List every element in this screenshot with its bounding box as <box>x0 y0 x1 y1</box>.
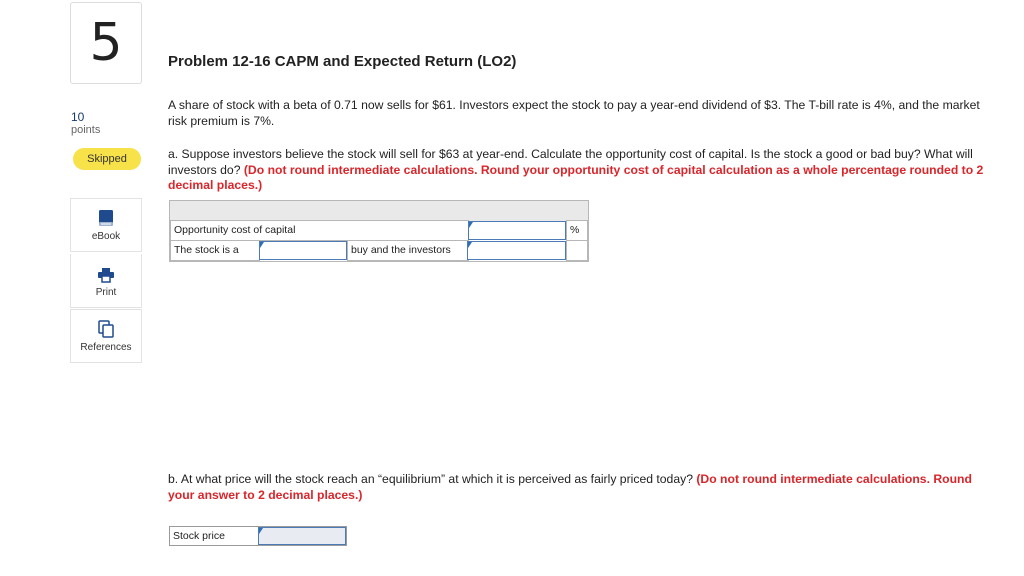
answer-table-a <box>169 200 589 262</box>
investor-action-select[interactable] <box>467 241 566 260</box>
stock-price-input[interactable] <box>258 527 346 545</box>
question-number: 5 <box>70 2 142 84</box>
references-label: References <box>80 342 132 353</box>
problem-title: Problem 12-16 CAPM and Expected Return (LO2) <box>168 53 517 70</box>
part-a-instruction: (Do not round intermediate calculations. Round your opportunity cost of capital calculation as a whole percentage rounded to 2 decimal places.) <box>168 162 984 193</box>
answer-table-b <box>169 526 347 546</box>
status-badge: Skipped <box>73 148 141 170</box>
stock-is-label: The stock is a <box>170 240 260 261</box>
opportunity-cost-label: Opportunity cost of capital <box>170 220 469 241</box>
ebook-button[interactable] <box>70 198 142 252</box>
part-b-prompt <box>168 472 998 503</box>
ebook-label: eBook <box>91 231 121 242</box>
points-label: points <box>71 124 101 136</box>
row2-empty-cell <box>566 240 588 261</box>
percent-unit: % <box>566 220 588 241</box>
references-button[interactable] <box>70 309 142 363</box>
part-b-text: b. At what price will the stock reach an “equilibrium” at which it is perceived as fairly priced today? <box>168 472 697 486</box>
buy-investors-label: buy and the investors <box>347 240 469 261</box>
copy-documents-icon <box>98 320 114 338</box>
good-bad-select[interactable] <box>259 241 347 260</box>
print-button[interactable] <box>70 254 142 308</box>
stock-price-label: Stock price <box>170 527 259 545</box>
print-label: Print <box>95 287 117 298</box>
points-value: 10 <box>71 110 85 124</box>
printer-icon <box>97 267 115 283</box>
part-b-instruction: (Do not round intermediate calculations. Round your answer to 2 decimal places.) <box>168 472 972 502</box>
opportunity-cost-input[interactable] <box>468 221 566 240</box>
part-a-text: a. Suppose investors believe the stock will sell for $63 at year-end. Calculate the opportunity cost of capital. Is the stock a good or bad buy? What will investors do? <box>168 147 973 177</box>
problem-intro: A share of stock with a beta of 0.71 now sells for $61. Investors expect the stock to pay a year-end dividend of $3. The T-bill rate is 4%, and the market risk premium is 7%. <box>168 98 980 128</box>
part-a-prompt <box>168 147 998 194</box>
book-icon <box>98 209 114 227</box>
table-header-row <box>170 201 588 221</box>
